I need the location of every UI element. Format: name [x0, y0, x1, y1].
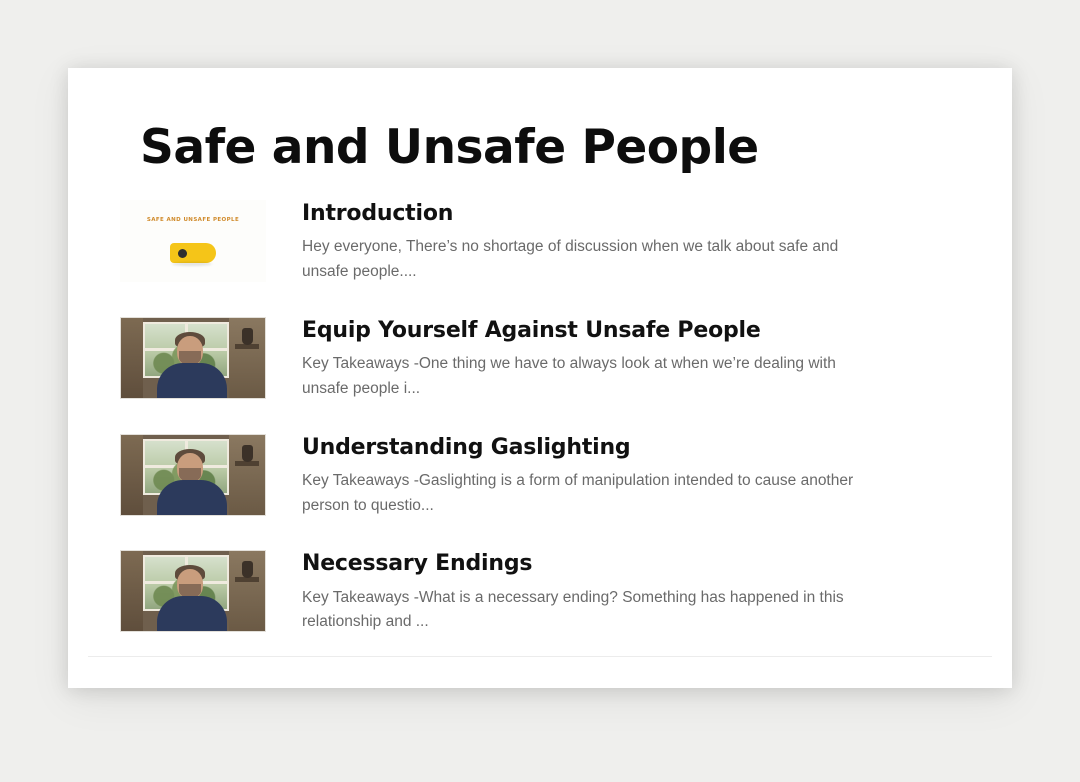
lesson-title[interactable]: Necessary Endings: [302, 551, 533, 577]
wall-left: [121, 318, 143, 398]
person-sweater: [157, 363, 227, 399]
list-item[interactable]: [120, 434, 960, 551]
lesson-title[interactable]: Equip Yourself Against Unsafe People: [302, 317, 761, 343]
tape-shadow: [172, 262, 212, 266]
wall-left: [121, 435, 143, 515]
list-divider: [88, 656, 992, 657]
lesson-thumbnail-video[interactable]: [120, 434, 266, 516]
lesson-text: [302, 317, 960, 402]
lesson-thumbnail-cover-art[interactable]: [120, 200, 266, 282]
tape-measure-icon: [170, 243, 216, 263]
course-card: [68, 68, 1012, 688]
lesson-description: Key Takeaways -Gaslighting is a form of manipulation intended to cause another person to questio...: [302, 471, 854, 514]
lesson-title[interactable]: Introduction: [302, 201, 454, 226]
lesson-text: [302, 550, 960, 635]
lesson-list: [120, 200, 960, 667]
lesson-text: [302, 200, 960, 285]
vase-icon: [242, 328, 253, 345]
lesson-description: Key Takeaways -One thing we have to always look at when we’re dealing with unsafe people i...: [302, 354, 836, 397]
lesson-thumbnail-video[interactable]: [120, 550, 266, 632]
cover-art-caption: SAFE AND UNSAFE PEOPLE: [146, 217, 240, 223]
page-title: Safe and Unsafe People: [140, 120, 759, 175]
lesson-description: Hey everyone, There’s no shortage of discussion when we talk about safe and unsafe people....: [302, 238, 839, 280]
person-sweater: [157, 596, 227, 632]
person-sweater: [157, 480, 227, 516]
lesson-thumbnail-video[interactable]: [120, 317, 266, 399]
lesson-text: [302, 434, 960, 519]
vase-icon: [242, 445, 253, 462]
wall-left: [121, 551, 143, 631]
list-item[interactable]: [120, 317, 960, 434]
list-item[interactable]: [120, 550, 960, 667]
lesson-description: Key Takeaways -What is a necessary ending? Something has happened in this relationship and ...: [302, 588, 844, 631]
shelf: [235, 577, 259, 582]
lesson-title[interactable]: Understanding Gaslighting: [302, 434, 631, 460]
list-item[interactable]: [120, 200, 960, 317]
vase-icon: [242, 561, 253, 578]
